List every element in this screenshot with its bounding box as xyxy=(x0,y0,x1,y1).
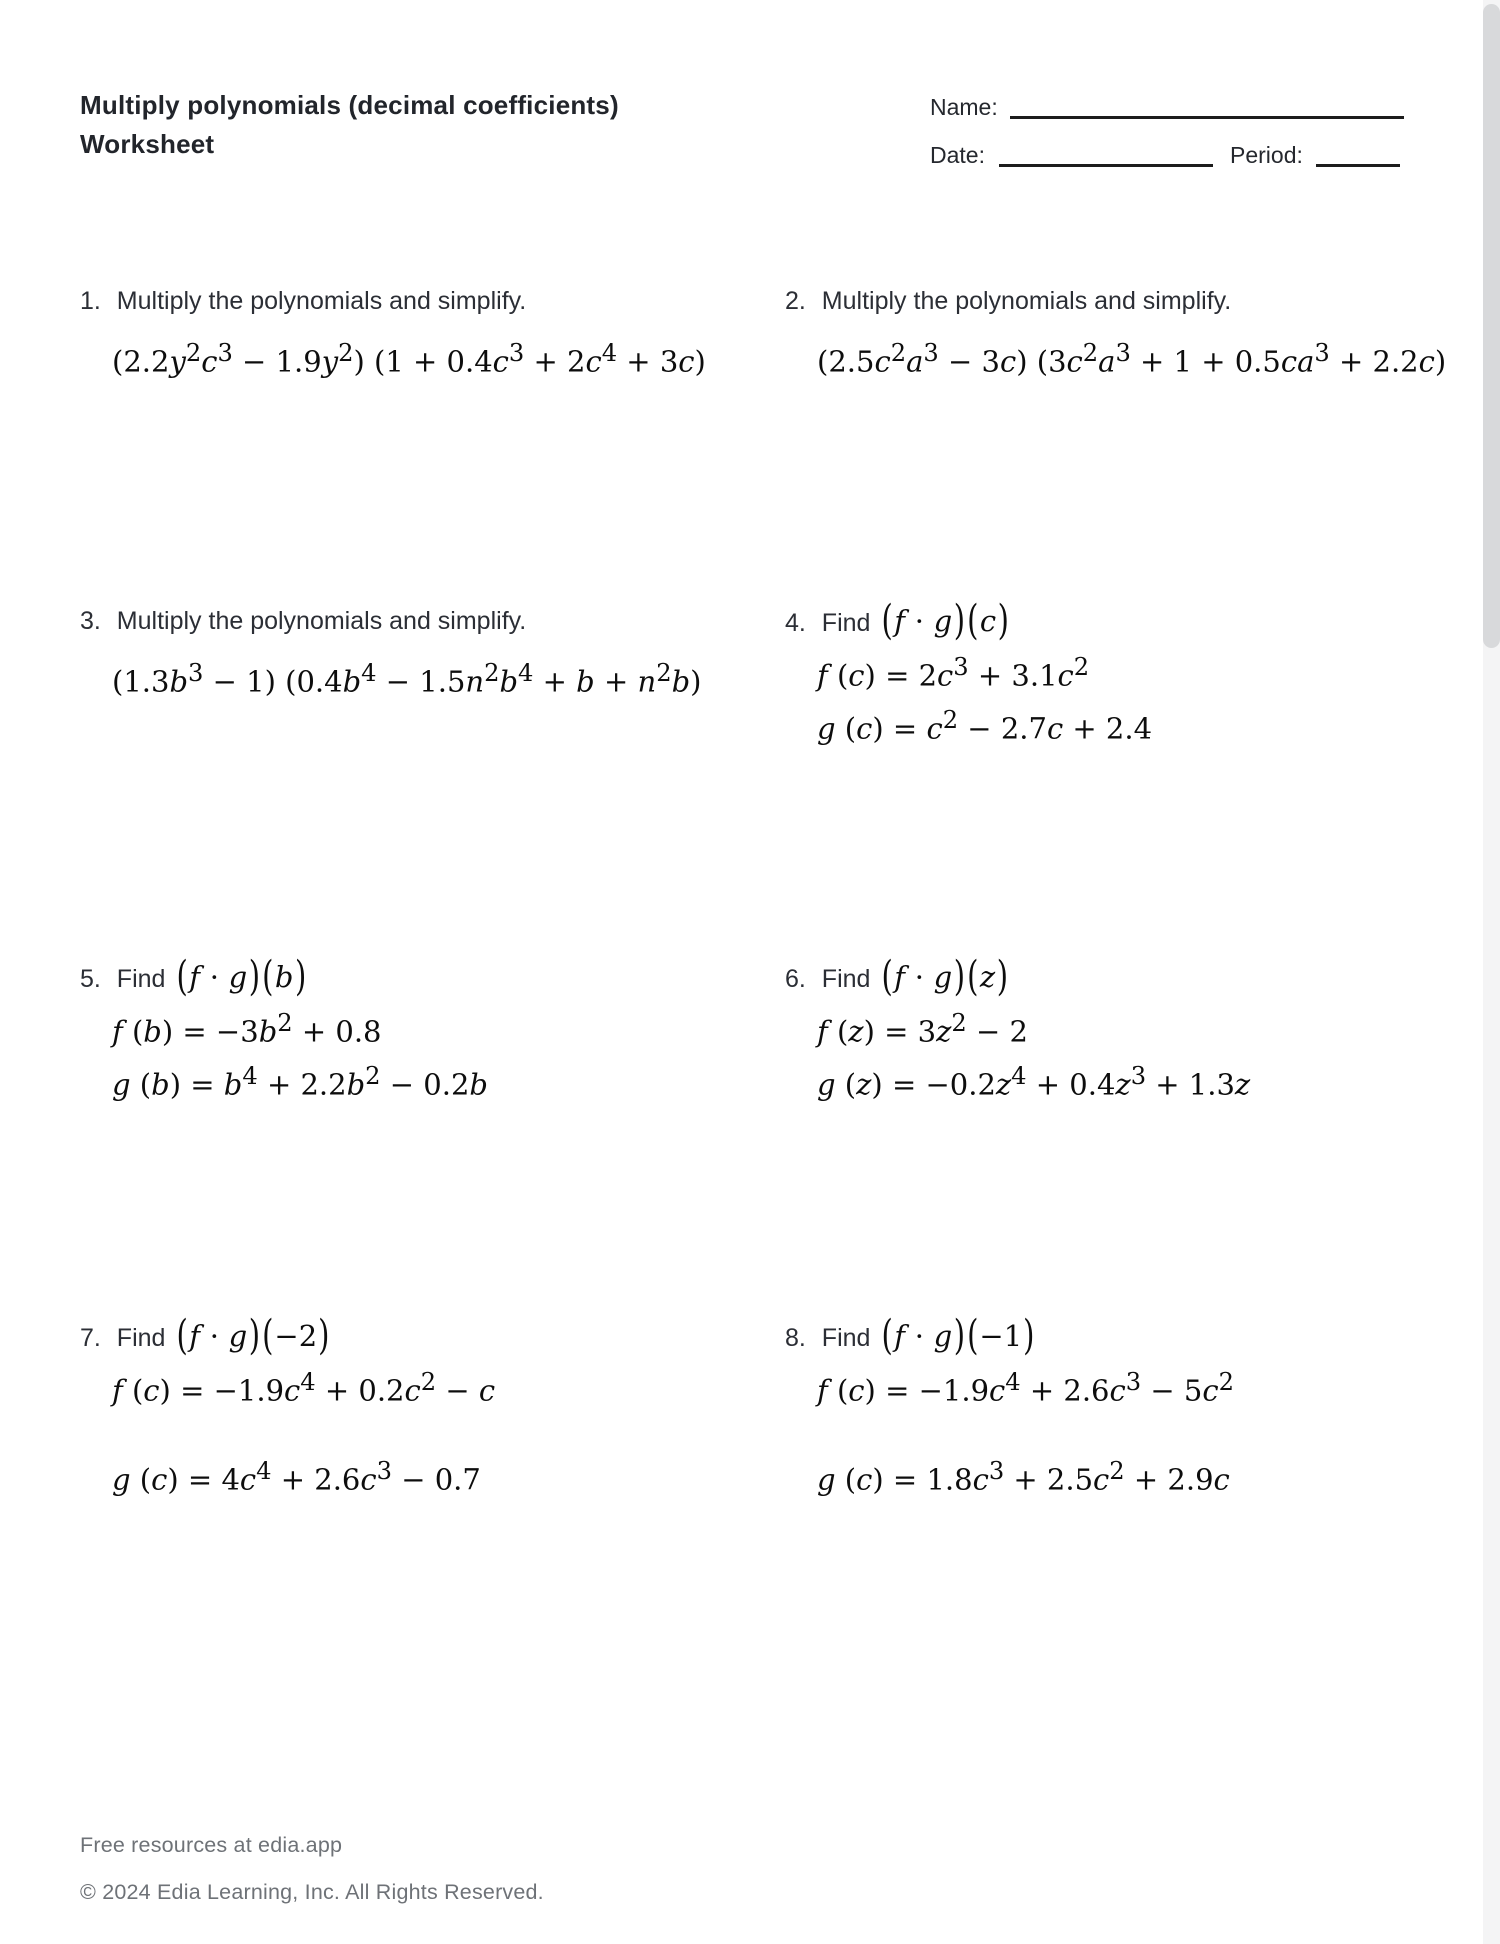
math-expression: $(2.2y^2c^3 - 1.9y^2) (1 + 0.4c^3 + 2c^4 + 3c)$ xyxy=(112,339,706,379)
problem-prompt-math: (f · g)(b) xyxy=(176,951,307,1001)
problem-prompt: Multiply the polynomials and simplify. xyxy=(109,607,527,635)
problem-prompt-math: (f · g)(c) xyxy=(881,595,1009,645)
problem-prompt: Find xyxy=(109,965,166,993)
problem-number: 6. xyxy=(785,965,806,993)
problem-number: 3. xyxy=(80,607,101,635)
math-expression: g $(c) = 4c^4 + 2.6c^3 - 0.7$ xyxy=(112,1456,481,1497)
problem-prompt-line xyxy=(785,281,1475,321)
period-blank-line xyxy=(1316,164,1400,167)
problem-number: 1. xyxy=(80,287,101,315)
problem-number: 5. xyxy=(80,965,101,993)
problem-prompt-line xyxy=(785,1310,1475,1360)
page-footer xyxy=(80,1822,544,1916)
problem-lines xyxy=(785,1001,1475,1106)
problem-prompt-line xyxy=(80,1310,770,1360)
problem-prompt-math: (f · g)(−2) xyxy=(176,1310,330,1360)
problem-prompt: Multiply the polynomials and simplify. xyxy=(109,287,527,315)
math-expression: f $(c) = -1.9c^4 + 2.6c^3 - 5c^2$ xyxy=(817,1368,1234,1408)
problem-prompt-line xyxy=(80,601,770,641)
problem-lines xyxy=(80,1360,770,1501)
footer-resources-text: Free resources at edia.app xyxy=(80,1833,343,1857)
problem xyxy=(785,595,1475,750)
problem-number: 8. xyxy=(785,1324,806,1352)
problem-prompt-math: (f · g)(−1) xyxy=(881,1310,1035,1360)
problem-prompt: Find xyxy=(109,1324,166,1352)
scrollbar-thumb[interactable] xyxy=(1483,4,1500,648)
problem xyxy=(80,601,770,708)
problem-number: 2. xyxy=(785,287,806,315)
problem xyxy=(80,951,770,1106)
name-blank-line xyxy=(1010,116,1404,119)
problem xyxy=(80,281,770,388)
math-expression: $(1.3b^3 - 1) (0.4b^4 - 1.5n^2b^4 + b + n^2b)$ xyxy=(112,659,702,699)
problem-prompt-line xyxy=(785,595,1475,645)
period-label: Period: xyxy=(1230,142,1303,168)
problem xyxy=(785,281,1475,388)
date-blank-line xyxy=(999,164,1213,167)
problem-prompt-line xyxy=(785,951,1475,1001)
problem-lines xyxy=(80,1001,770,1106)
worksheet-title xyxy=(80,86,619,164)
problem xyxy=(80,1310,770,1501)
problem-lines xyxy=(80,647,770,708)
math-expression: f $(b) = -3b^2 + 0.8$ xyxy=(112,1009,382,1049)
problem-prompt: Find xyxy=(814,1324,871,1352)
math-expression: g $(z) = -0.2z^4 + 0.4z^3 + 1.3z$ xyxy=(817,1061,1251,1102)
problem-lines xyxy=(785,1360,1475,1501)
math-expression: f $(c) = 2c^3 + 3.1c^2$ xyxy=(817,653,1090,693)
problem-number: 7. xyxy=(80,1324,101,1352)
worksheet-title-line2: Worksheet xyxy=(80,129,215,159)
problem-prompt-line xyxy=(80,281,770,321)
math-expression: g $(c) = c^2 - 2.7c + 2.4$ xyxy=(817,705,1153,746)
problem-lines xyxy=(80,327,770,388)
footer-copyright-text: © 2024 Edia Learning, Inc. All Rights Reserved. xyxy=(80,1880,544,1904)
problem-lines xyxy=(785,645,1475,750)
math-expression: f $(c) = -1.9c^4 + 0.2c^2 - c$ xyxy=(112,1368,496,1408)
problem-prompt: Find xyxy=(814,965,871,993)
problem-number: 4. xyxy=(785,609,806,637)
problem xyxy=(785,1310,1475,1501)
date-label: Date: xyxy=(930,142,985,168)
math-expression: f $(z) = 3z^2 - 2$ xyxy=(817,1009,1028,1049)
problem xyxy=(785,951,1475,1106)
problem-prompt: Multiply the polynomials and simplify. xyxy=(814,287,1232,315)
problem-prompt: Find xyxy=(814,609,871,637)
problem-prompt-math: (f · g)(z) xyxy=(881,951,1009,1001)
math-expression: $(2.5c^2a^3 - 3c) (3c^2a^3 + 1 + 0.5ca^3 + 2.2c)$ xyxy=(817,339,1447,379)
worksheet-title-line1: Multiply polynomials (decimal coefficients) xyxy=(80,90,619,120)
math-expression: g $(b) = b^4 + 2.2b^2 - 0.2b$ xyxy=(112,1061,488,1102)
name-label: Name: xyxy=(930,94,998,120)
math-expression: g $(c) = 1.8c^3 + 2.5c^2 + 2.9c$ xyxy=(817,1456,1230,1497)
problem-prompt-line xyxy=(80,951,770,1001)
problem-lines xyxy=(785,327,1475,388)
